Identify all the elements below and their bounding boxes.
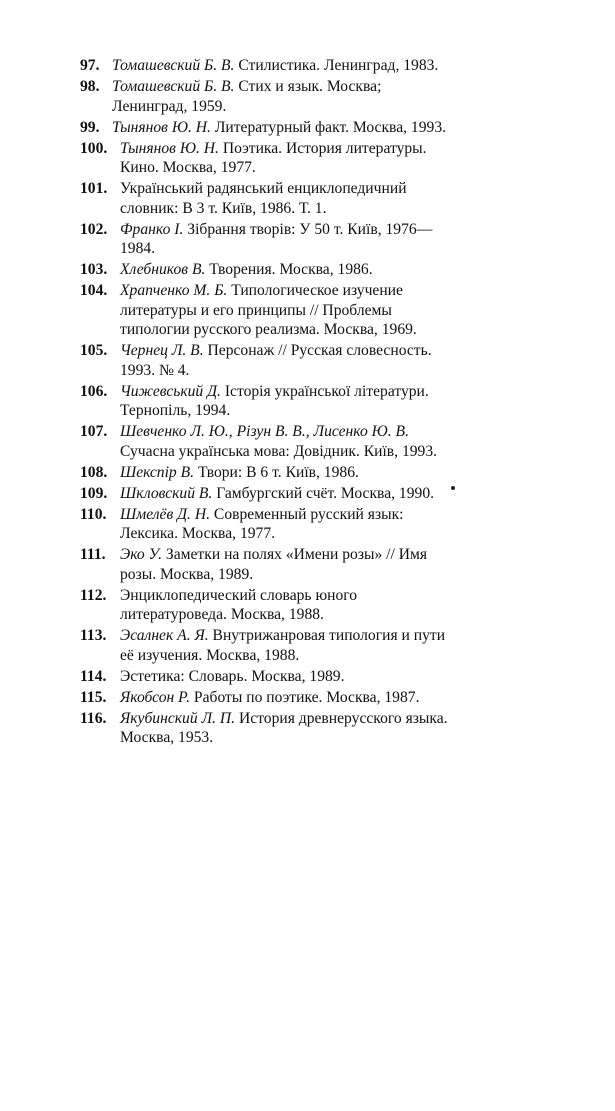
entry-author: Шекспір В. bbox=[120, 463, 195, 481]
bibliography-entry bbox=[80, 77, 460, 116]
bibliography-entry bbox=[80, 484, 460, 504]
entry-body bbox=[120, 505, 460, 544]
bibliography-entry bbox=[80, 382, 460, 421]
entry-text: Заметки на полях «Имени розы» // Имя розы. Москва, 1989. bbox=[120, 546, 428, 583]
entry-number: 101. bbox=[80, 180, 108, 197]
entry-number: 104. bbox=[80, 282, 108, 299]
entry-body bbox=[120, 341, 460, 380]
entry-number: 103. bbox=[80, 261, 108, 278]
bibliography-entry bbox=[80, 220, 460, 259]
entry-text: Український радянський енциклопедичний словник: В 3 т. Київ, 1986. Т. 1. bbox=[120, 180, 407, 217]
entry-text: Сучасна українська мова: Довідник. Київ, 1993. bbox=[120, 442, 438, 460]
bibliography-entry bbox=[80, 260, 460, 280]
entry-text: Зібрання творів: У 50 т. Київ, 1976—1984. bbox=[120, 220, 433, 257]
entry-body bbox=[120, 220, 460, 259]
entry-author: Шмелёв Д. Н. bbox=[120, 505, 211, 523]
entry-number: 108. bbox=[80, 463, 108, 481]
entry-text: Энциклопедический словарь юного литературоведа. Москва, 1988. bbox=[120, 586, 358, 623]
entry-body bbox=[120, 586, 460, 625]
entry-number: 105. bbox=[80, 342, 108, 359]
entry-text: Литературный факт. Москва, 1993. bbox=[210, 118, 447, 136]
entry-number: 100. bbox=[80, 139, 108, 157]
entry-author: Тынянов Ю. Н. bbox=[112, 118, 211, 136]
entry-number: 106. bbox=[80, 382, 108, 400]
bibliography-entry bbox=[80, 667, 460, 687]
bibliography-entry bbox=[80, 626, 460, 665]
entry-author: Якобсон Р. bbox=[120, 688, 191, 706]
entry-number: 114. bbox=[80, 667, 107, 685]
entry-body bbox=[120, 463, 460, 483]
entry-text: Эстетика: Словарь. Москва, 1989. bbox=[120, 667, 345, 685]
bibliography-entry bbox=[80, 56, 460, 76]
entry-text: Творения. Москва, 1986. bbox=[205, 261, 373, 278]
entry-number: 109. bbox=[80, 484, 108, 502]
entry-author: Шевченко Л. Ю., Різун В. В., Лисенко Ю. В. bbox=[120, 423, 409, 440]
entry-author: Томашевский Б. В. bbox=[112, 78, 235, 95]
entry-body bbox=[120, 545, 460, 584]
bibliography-entry bbox=[80, 139, 460, 178]
entry-author: Эко У. bbox=[120, 546, 163, 563]
entry-author: Томашевский Б. В. bbox=[112, 57, 235, 74]
entry-body bbox=[120, 709, 460, 748]
entry-body bbox=[120, 626, 460, 665]
bibliography-entry bbox=[80, 281, 460, 340]
entry-author: Чернец Л. В. bbox=[120, 342, 204, 359]
entry-author: Храпченко М. Б. bbox=[120, 282, 228, 299]
bibliography-entry bbox=[80, 179, 460, 218]
bibliography-entry bbox=[80, 586, 460, 625]
entry-text: История древнерусского языка. Москва, 1953. bbox=[120, 709, 448, 746]
entry-author: Чижевський Д. bbox=[120, 382, 221, 400]
entry-text: Стих и язык. Москва; Ленинград, 1959. bbox=[112, 78, 382, 115]
bibliography-entry bbox=[80, 118, 460, 138]
entry-number: 115. bbox=[80, 688, 107, 706]
entry-number: 111. bbox=[80, 546, 106, 563]
entry-number: 98. bbox=[80, 78, 100, 95]
entry-number: 99. bbox=[80, 118, 100, 136]
entry-text: Стилистика. Ленинград, 1983. bbox=[234, 57, 439, 74]
entry-body bbox=[112, 77, 460, 116]
entry-number: 113. bbox=[80, 627, 107, 644]
bibliography-list bbox=[80, 56, 460, 749]
entry-number: 102. bbox=[80, 220, 108, 238]
entry-author: Якубинский Л. П. bbox=[120, 709, 236, 727]
entry-body bbox=[120, 484, 460, 504]
entry-body bbox=[120, 139, 460, 178]
entry-author: Эсалнек А. Я. bbox=[120, 627, 209, 644]
entry-text: Твори: В 6 т. Київ, 1986. bbox=[194, 463, 359, 481]
entry-text: Історія української літератури. Тернопіль, 1994. bbox=[120, 382, 429, 419]
bibliography-entry bbox=[80, 709, 460, 748]
stray-mark bbox=[451, 486, 455, 490]
entry-body bbox=[120, 281, 460, 340]
entry-body bbox=[120, 422, 460, 461]
entry-number: 112. bbox=[80, 586, 107, 604]
entry-author: Тынянов Ю. Н. bbox=[120, 139, 219, 157]
entry-body bbox=[120, 260, 460, 280]
entry-text: Типологическое изучение литературы и его принципы // Проблемы типологии русского реализма. Москва, 1969. bbox=[120, 282, 417, 338]
bibliography-entry bbox=[80, 422, 460, 461]
entry-number: 116. bbox=[80, 709, 107, 727]
entry-author: Шкловский В. bbox=[120, 484, 213, 502]
entry-body bbox=[120, 382, 460, 421]
entry-author: Хлебников В. bbox=[120, 261, 206, 278]
bibliography-entry bbox=[80, 688, 460, 708]
bibliography-entry bbox=[80, 545, 460, 584]
bibliography-entry bbox=[80, 341, 460, 380]
bibliography-entry bbox=[80, 463, 460, 483]
entry-text: Внутрижанровая типология и пути её изучения. Москва, 1988. bbox=[120, 627, 446, 664]
entry-author: Франко І. bbox=[120, 220, 184, 238]
entry-body bbox=[112, 56, 460, 76]
entry-body bbox=[120, 688, 460, 708]
entry-number: 110. bbox=[80, 505, 107, 523]
entry-text: Гамбургский счёт. Москва, 1990. bbox=[212, 484, 435, 502]
entry-body bbox=[120, 179, 460, 218]
entry-text: Современный русский язык: Лексика. Москва, 1977. bbox=[120, 505, 404, 542]
entry-number: 107. bbox=[80, 423, 108, 440]
entry-number: 97. bbox=[80, 57, 100, 74]
bibliography-entry bbox=[80, 505, 460, 544]
entry-text: Работы по поэтике. Москва, 1987. bbox=[190, 688, 420, 706]
entry-body bbox=[120, 667, 460, 687]
entry-text: Персонаж // Русская словесность. 1993. № 4. bbox=[120, 342, 432, 379]
entry-text: Поэтика. История литературы. Кино. Москва, 1977. bbox=[120, 139, 427, 176]
entry-body bbox=[112, 118, 460, 138]
